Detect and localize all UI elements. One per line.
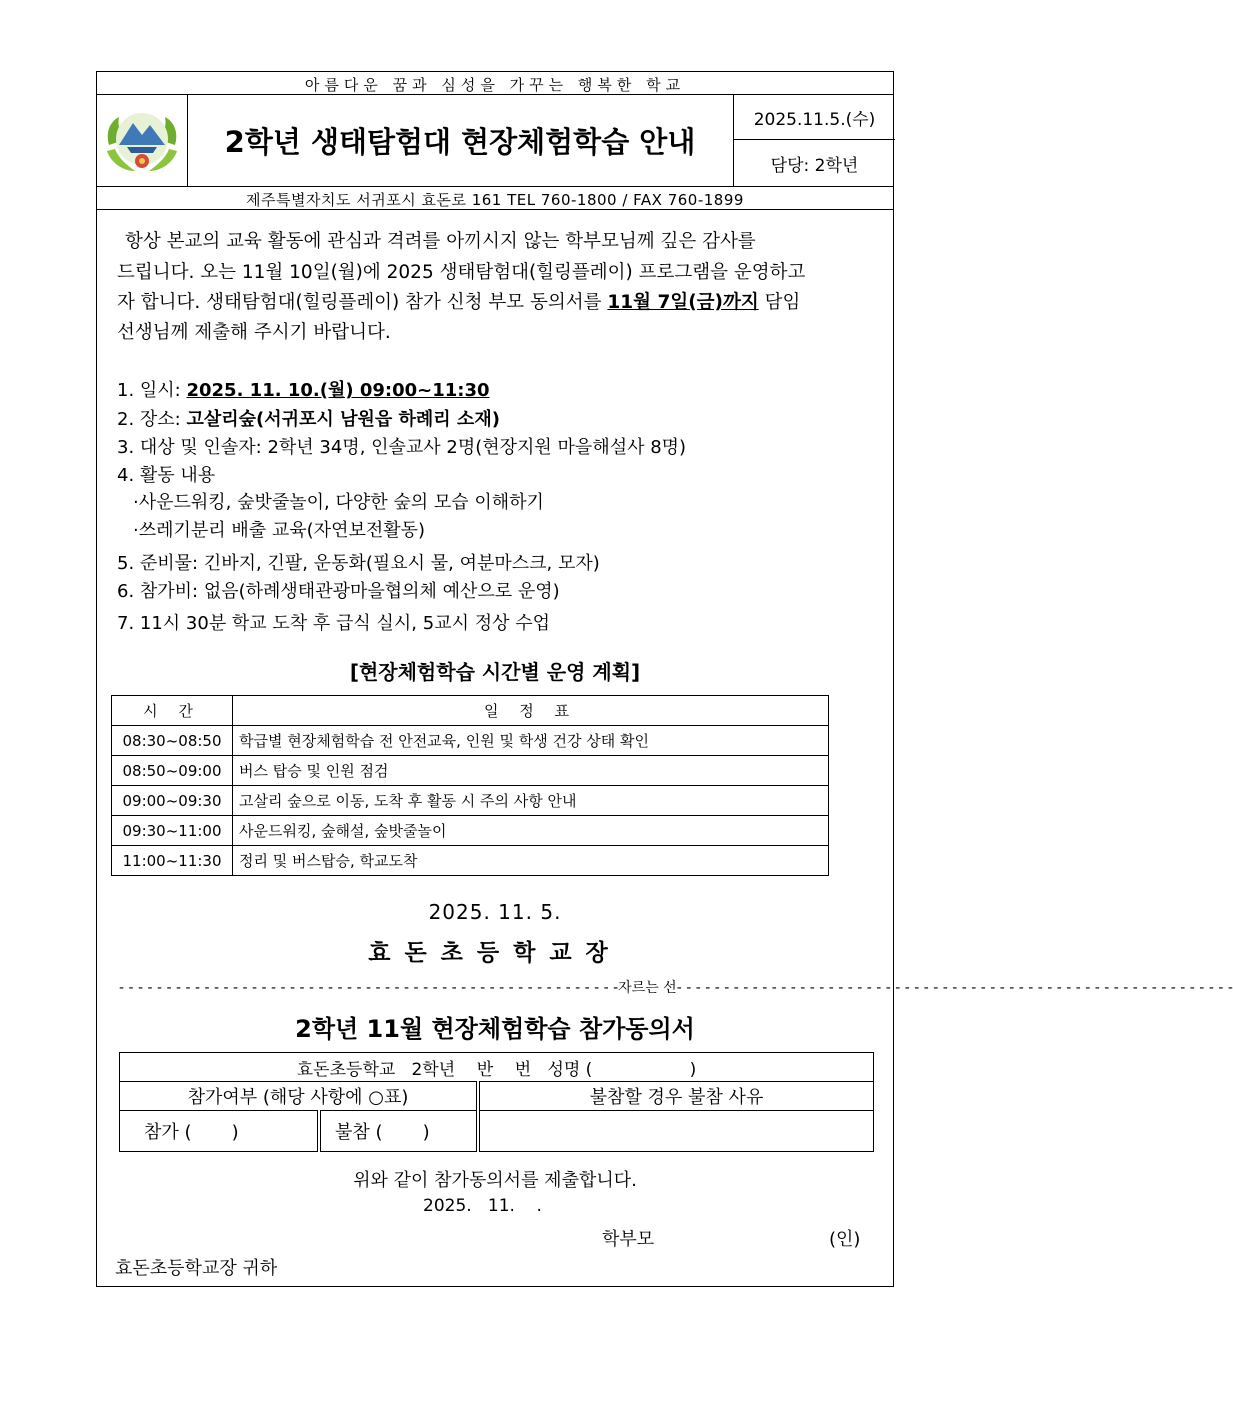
schedule-time: 08:30~08:50 (112, 726, 233, 756)
issue-date: 2025.11.5.(수) (734, 95, 895, 140)
item-place-value: 고살리숲(서귀포시 남원읍 하례리 소재) (186, 409, 500, 430)
intro-line-2: 드립니다. 오는 11월 10일(월)에 2025 생태탐험대(힐링플레이) 프로그램을 운영하고 (117, 262, 806, 283)
item-fee: 6. 참가비: 없음(하례생태관광마을협의체 예산으로 운영) (117, 581, 560, 602)
consent-absent[interactable]: 불참 ( ) (319, 1111, 478, 1152)
consent-date: 2025. 11. . (423, 1196, 542, 1216)
in-charge: 담당: 2학년 (770, 155, 859, 176)
consent-title: 2학년 11월 현장체험학습 참가동의서 (295, 1015, 695, 1043)
item-date-value: 2025. 11. 10.(월) 09:00~11:30 (186, 380, 490, 401)
cut-line-dashes-left: - - - - - - - - - - - - - - - - - - - - - - - - - - - - - - - - - - - - - - - - - - - - - - - - - - - - - (119, 980, 619, 996)
consent-student-line: 효돈초등학교 2학년 반 번 성명 ( ) (120, 1053, 874, 1082)
schedule-plan: 버스 탑승 및 인원 점검 (233, 756, 829, 786)
intro-line-3-pre: 자 합니다. 생태탐험대(힐링플레이) 참가 신청 부모 동의서를 (117, 292, 608, 313)
table-row (112, 816, 829, 846)
item-participants: 3. 대상 및 인솔자: 2학년 34명, 인솔교사 2명(현장지원 마을해설사 8명) (117, 437, 687, 458)
schedule-plan: 학급별 현장체험학습 전 안전교육, 인원 및 학생 건강 상태 확인 (233, 726, 829, 756)
cut-line (119, 977, 1233, 997)
table-row (112, 726, 829, 756)
schedule-plan: 사운드워킹, 숲해설, 숲밧줄놀이 (233, 816, 829, 846)
cut-line-dashes-right: - - - - - - - - - - - - - - - - - - - - - - - - - - - - - - - - - - - - - - - - - - - - - - - - - - - - - - - - - - - (676, 980, 1233, 996)
consent-table (119, 1052, 874, 1152)
logo-cell (97, 95, 188, 186)
item-place-label: 2. 장소: (117, 409, 187, 430)
consent-attend[interactable]: 참가 ( ) (120, 1111, 320, 1152)
document-title: 2학년 생태탐험대 현장체험학습 안내 (224, 125, 696, 159)
item-place (117, 405, 500, 431)
consent-participation-header: 참가여부 (해당 사항에 ○표) (120, 1082, 479, 1111)
schedule-header-row (112, 696, 829, 726)
schedule-time: 08:50~09:00 (112, 756, 233, 786)
consent-reason-input[interactable] (478, 1111, 874, 1152)
school-emblem-icon (97, 95, 187, 186)
document-frame (96, 71, 1233, 1287)
item-activity-a: ·사운드워킹, 숲밧줄놀이, 다양한 숲의 모습 이해하기 (133, 492, 544, 513)
schedule-header-time: 시 간 (112, 696, 233, 726)
item-activities: 4. 활동 내용 (117, 465, 216, 486)
school-address: 제주특별자치도 서귀포시 효돈로 161 TEL 760-1800 / FAX 760-1899 (246, 191, 744, 209)
signature-date: 2025. 11. 5. (428, 900, 562, 924)
intro-line-4: 선생님께 제출해 주시기 바랍니다. (117, 322, 391, 343)
cut-line-label: 자르는 선 (618, 980, 677, 996)
table-row (112, 846, 829, 876)
consent-reason-header: 불참할 경우 불참 사유 (478, 1082, 874, 1111)
schedule-header-plan: 일 정 표 (233, 696, 829, 726)
item-return: 7. 11시 30분 학교 도착 후 급식 실시, 5교시 정상 수업 (117, 613, 550, 634)
submission-deadline: 11월 7일(금)까지 (607, 292, 759, 313)
item-activity-b: ·쓰레기분리 배출 교육(자연보전활동) (133, 520, 426, 541)
school-motto: 아름다운 꿈과 심성을 가꾸는 행복한 학교 (304, 76, 686, 94)
consent-closing: 위와 같이 참가동의서를 제출합니다. (353, 1170, 637, 1191)
schedule-time: 09:00~09:30 (112, 786, 233, 816)
schedule-time: 11:00~11:30 (112, 846, 233, 876)
schedule-plan: 고살리 숲으로 이동, 도착 후 활동 시 주의 사항 안내 (233, 786, 829, 816)
table-row (112, 756, 829, 786)
meta-cell (733, 95, 895, 186)
schedule-plan: 정리 및 버스탑승, 학교도착 (233, 846, 829, 876)
item-supplies: 5. 준비물: 긴바지, 긴팔, 운동화(필요시 물, 여분마스크, 모자) (117, 553, 600, 574)
intro-line-3 (117, 288, 800, 314)
schedule-time: 09:30~11:00 (112, 816, 233, 846)
intro-line-3-post: 담임 (758, 292, 801, 313)
schedule-table (111, 695, 829, 876)
consent-parent: 학부모 (602, 1229, 655, 1250)
signature-principal: 효돈초등학교장 (368, 940, 622, 966)
consent-recipient: 효돈초등학교장 귀하 (115, 1258, 278, 1279)
intro-line-1: 항상 본교의 교육 활동에 관심과 격려를 아끼시지 않는 학부모님께 깊은 감사를 (125, 231, 756, 252)
table-row (112, 786, 829, 816)
item-date (117, 376, 490, 402)
consent-seal: (인) (829, 1229, 861, 1250)
schedule-title: [현장체험학습 시간별 운영 계획] (349, 660, 641, 684)
item-date-label: 1. 일시: (117, 380, 187, 401)
